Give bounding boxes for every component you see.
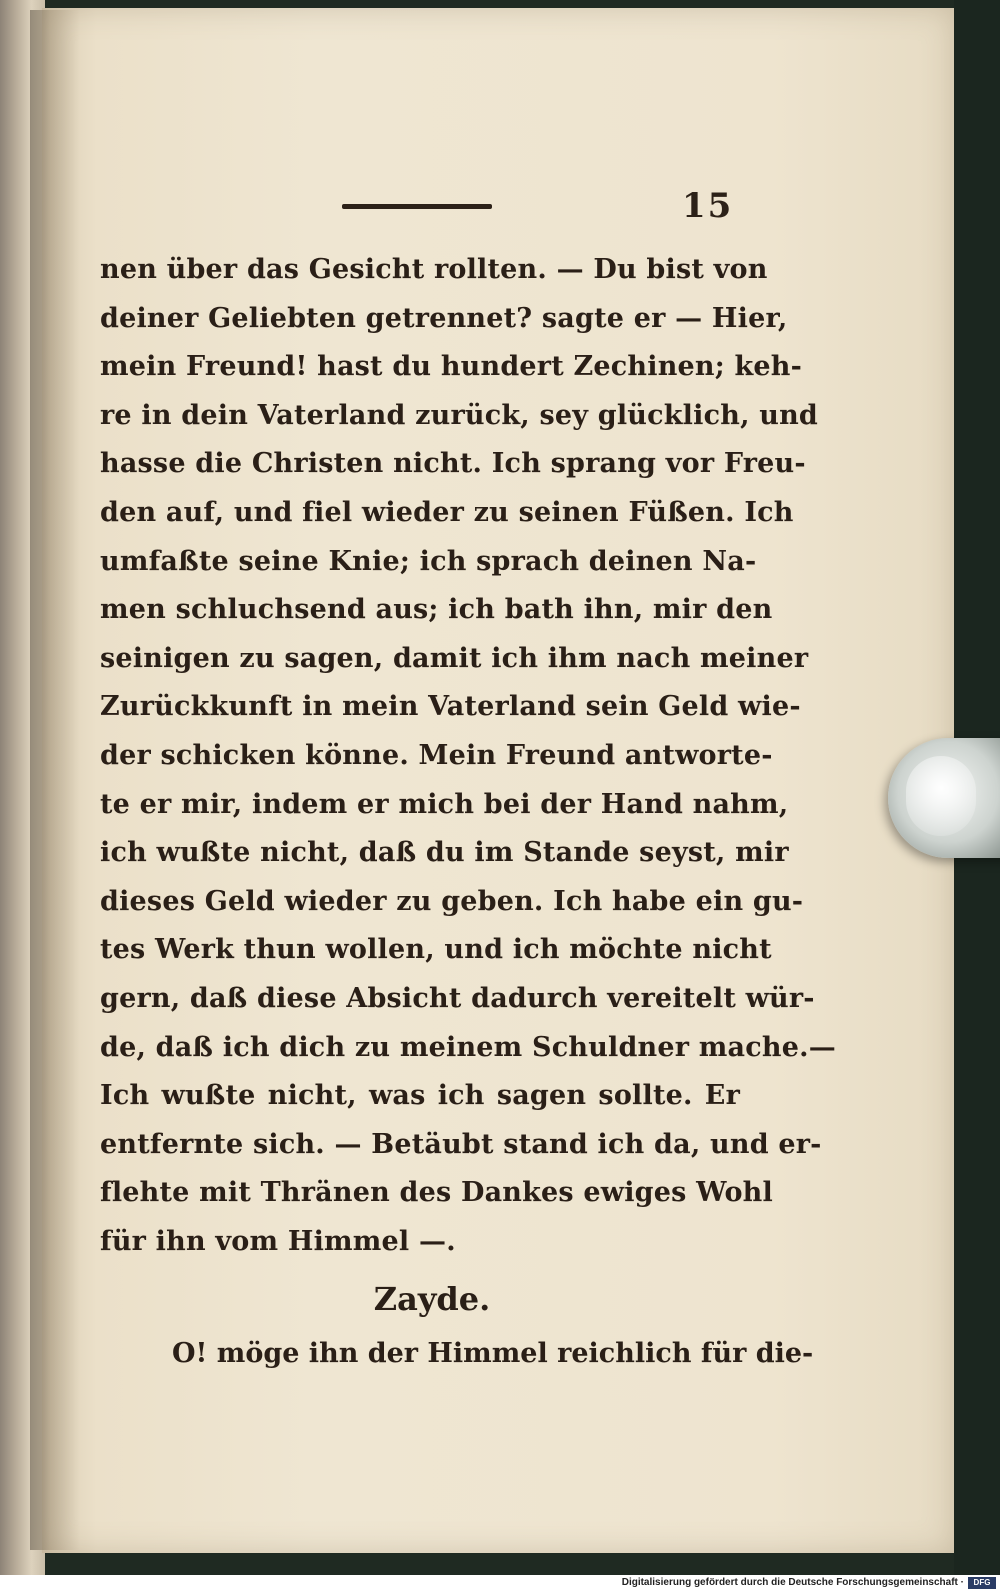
gutter-shadow	[30, 10, 80, 1550]
footer-credit: Digitalisierung gefördert durch die Deutsche Forschungsgemeinschaft ·	[621, 1577, 964, 1588]
text-line: dieses Geld wieder zu geben. Ich habe ein gu-	[100, 885, 804, 917]
continuation-line: O! möge ihn der Himmel reichlich für die-	[172, 1338, 814, 1369]
page-clip-highlight	[906, 756, 976, 836]
footer-bar	[0, 1575, 1000, 1591]
text-line: gern, daß diese Absicht dadurch vereitelt wür-	[100, 982, 815, 1014]
text-line: mein Freund! hast du hundert Zechinen; keh-	[100, 351, 803, 383]
text-line: für ihn vom Himmel —.	[100, 1225, 456, 1257]
text-line: hasse die Christen nicht. Ich sprang vor Freu-	[100, 448, 806, 480]
text-line: Zurückkunft in mein Vaterland sein Geld wie-	[100, 691, 801, 723]
text-line: den auf, und fiel wieder zu seinen Füßen. Ich	[100, 496, 794, 528]
text-line: entfernte sich. — Betäubt stand ich da, und er-	[100, 1128, 822, 1160]
text-line: seinigen zu sagen, damit ich ihm nach meiner	[100, 642, 809, 674]
text-line: tes Werk thun wollen, und ich möchte nicht	[100, 934, 772, 966]
text-line: de, daß ich dich zu meinem Schuldner mache.—	[100, 1031, 836, 1063]
page-clip	[888, 738, 1000, 858]
text-line: re in dein Vaterland zurück, sey glücklich, und	[100, 399, 819, 431]
dfg-logo: DFG	[968, 1577, 996, 1589]
text-line: te er mir, indem er mich bei der Hand nahm,	[100, 788, 789, 820]
text-line: umfaßte seine Knie; ich sprach deinen Na-	[100, 545, 757, 577]
text-line: men schluchsend aus; ich bath ihn, mir den	[100, 594, 773, 626]
text-line: Ich wußte nicht, was ich sagen sollte. Er	[100, 1080, 740, 1112]
speaker-heading: Zayde.	[373, 1280, 491, 1318]
text-line: ich wußte nicht, daß du im Stande seyst, mir	[100, 837, 789, 869]
text-line: der schicken könne. Mein Freund antworte-	[100, 739, 773, 771]
text-line: deiner Geliebten getrennet? sagte er — Hier,	[100, 302, 788, 334]
text-line: flehte mit Thränen des Dankes ewiges Wohl	[100, 1177, 773, 1209]
header-rule	[342, 204, 492, 209]
page-number: 15	[682, 186, 734, 226]
book-page	[42, 8, 954, 1553]
body-text	[100, 246, 836, 1266]
text-line: nen über das Gesicht rollten. — Du bist von	[100, 254, 768, 285]
